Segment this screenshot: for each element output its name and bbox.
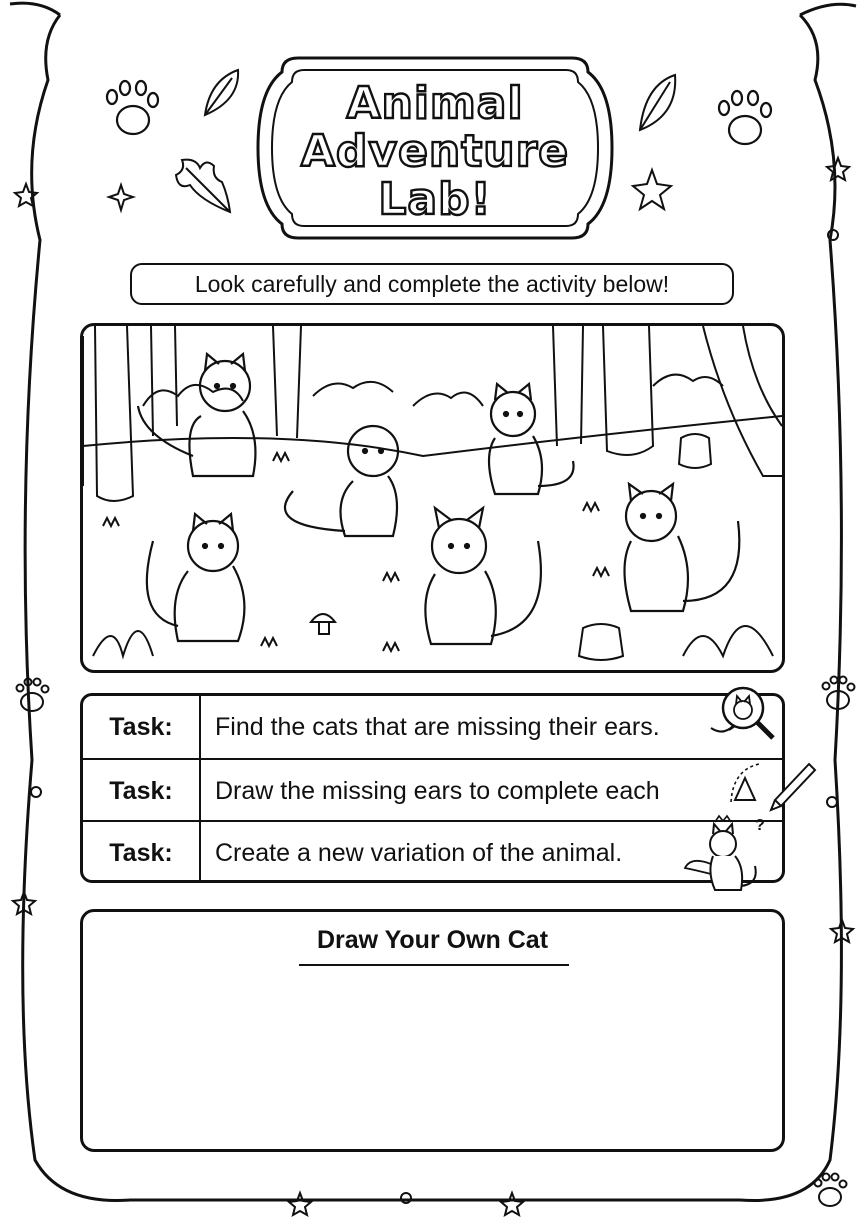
drawing-area[interactable] [80,909,785,1152]
task-text: Find the cats that are missing their ears. [215,713,660,741]
bush-icon [313,382,393,396]
tree-icon [273,326,301,438]
magnifier-cat-icon [703,688,783,748]
task-row [83,758,782,822]
task-row [83,817,782,884]
title-underline [299,964,569,966]
leaf-icon [640,75,675,130]
title-line-1: Animal [346,78,524,129]
paw-icon [823,677,855,710]
task-label: Task: [109,777,173,805]
bush-icon [143,385,243,406]
stump-icon [679,434,711,468]
cat-icon [147,514,245,641]
ground-line [83,416,782,456]
stump-icon [579,624,623,660]
tree-icon [151,326,177,436]
page-title [258,80,612,224]
cat-icon [425,508,541,644]
tree-icon [603,326,653,455]
leaf-icon [205,70,238,115]
task-label: Task: [109,839,173,867]
paw-icon [815,1174,847,1207]
title-badge [258,50,612,246]
cat-icon [625,484,740,611]
tree-icon [703,326,782,476]
task-text: Create a new variation of the animal. [215,839,623,867]
tree-icon [553,326,583,446]
tasks-table [80,693,785,883]
instruction-banner: Look carefully and complete the activity below! [130,263,734,305]
forest-scene-illustration [80,323,785,673]
paw-icon [17,679,49,712]
task-row [83,696,782,758]
bush-icon [413,393,483,406]
bush-icon [653,375,723,386]
oak-leaf-icon [176,160,230,212]
paw-icon [719,91,771,144]
task-label: Task: [109,713,173,741]
cat-icon [138,354,255,476]
winged-cat-icon [681,816,781,906]
title-line-2: Adventure [300,126,570,177]
mushroom-icon [311,614,335,634]
svg-text:?: ? [755,817,765,834]
paw-icon [107,81,158,134]
tree-icon [83,326,133,501]
title-line-3: Lab! [378,174,492,225]
drawing-area-title: Draw Your Own Cat [316,926,549,954]
task-text: Draw the missing ears to complete each [215,777,660,805]
pencil-ear-icon [723,760,813,820]
forest-scene [83,326,782,670]
